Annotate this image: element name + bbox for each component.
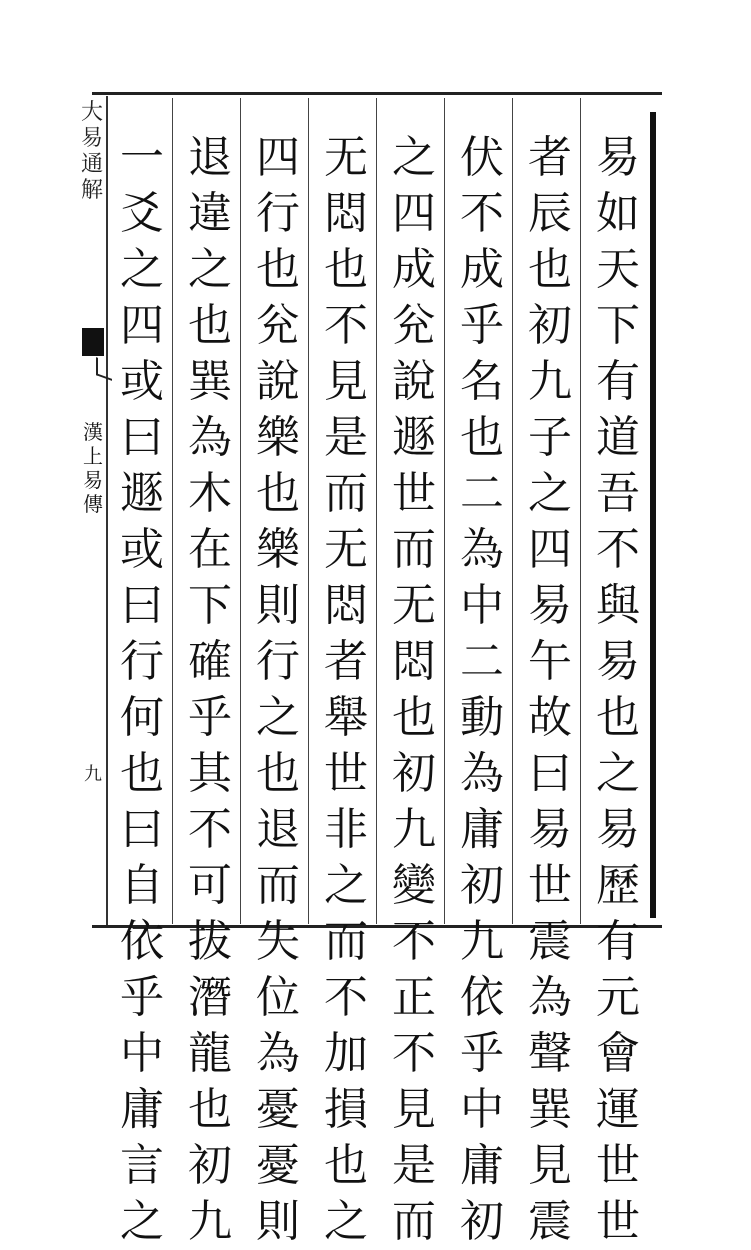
character: 言	[120, 1140, 164, 1191]
column-divider	[580, 98, 581, 924]
right-border	[650, 112, 656, 918]
margin-character: 通	[80, 152, 103, 177]
character: 易	[528, 580, 572, 631]
character: 世	[324, 748, 368, 799]
character: 元	[596, 972, 640, 1023]
character: 曰	[120, 580, 164, 631]
character: 之	[324, 860, 368, 911]
margin-character: 易	[80, 126, 103, 151]
character: 有	[596, 916, 640, 967]
character: 是	[392, 1140, 436, 1191]
character: 庸	[120, 1084, 164, 1135]
character: 曰	[120, 412, 164, 463]
character: 依	[460, 972, 504, 1023]
fish-tail-mark	[82, 328, 104, 356]
character: 而	[256, 860, 300, 911]
margin-character: 上	[83, 444, 103, 468]
character: 午	[528, 636, 572, 687]
character: 見	[324, 356, 368, 407]
character: 而	[324, 468, 368, 519]
character: 見	[528, 1140, 572, 1191]
character: 一	[120, 132, 164, 183]
character: 為	[256, 1028, 300, 1079]
character: 在	[188, 524, 232, 575]
character: 歷	[596, 860, 640, 911]
character: 正	[392, 972, 436, 1023]
margin-character: 易	[83, 468, 103, 492]
character: 不	[324, 300, 368, 351]
character: 也	[324, 244, 368, 295]
character: 可	[188, 860, 232, 911]
character: 為	[528, 972, 572, 1023]
character: 九	[392, 804, 436, 855]
character: 者	[324, 636, 368, 687]
character: 之	[392, 132, 436, 183]
character: 初	[460, 860, 504, 911]
character: 下	[596, 300, 640, 351]
column-divider	[512, 98, 513, 924]
character: 也	[528, 244, 572, 295]
character: 之	[120, 244, 164, 295]
character: 損	[324, 1084, 368, 1135]
character: 乎	[188, 692, 232, 743]
character: 也	[188, 300, 232, 351]
character: 為	[460, 524, 504, 575]
character: 爻	[120, 188, 164, 239]
character: 易	[528, 804, 572, 855]
character: 之	[528, 468, 572, 519]
character: 悶	[324, 188, 368, 239]
character: 乎	[120, 972, 164, 1023]
character: 悶	[392, 636, 436, 687]
character: 變	[392, 860, 436, 911]
character: 而	[324, 916, 368, 967]
character: 何	[120, 692, 164, 743]
top-border	[92, 92, 662, 95]
character: 二	[460, 468, 504, 519]
character: 也	[460, 412, 504, 463]
character: 天	[596, 244, 640, 295]
character: 也	[324, 1140, 368, 1191]
character: 與	[596, 580, 640, 631]
character: 易	[596, 132, 640, 183]
character: 庸	[460, 1140, 504, 1191]
character: 遯	[392, 412, 436, 463]
character: 見	[392, 1084, 436, 1135]
character: 之	[188, 244, 232, 295]
character: 伏	[460, 132, 504, 183]
character: 則	[256, 580, 300, 631]
character: 世	[596, 1140, 640, 1191]
character: 也	[392, 692, 436, 743]
column-divider	[308, 98, 309, 924]
character: 也	[120, 748, 164, 799]
character: 九	[528, 356, 572, 407]
character: 憂	[256, 1084, 300, 1135]
margin-character: 解	[80, 178, 103, 203]
character: 震	[528, 916, 572, 967]
margin-book-name	[80, 420, 106, 516]
column-divider	[376, 98, 377, 924]
character: 也	[256, 748, 300, 799]
character: 初	[528, 300, 572, 351]
character: 九	[188, 1196, 232, 1247]
character: 子	[528, 412, 572, 463]
character: 說	[256, 356, 300, 407]
character: 行	[120, 636, 164, 687]
margin-character: 大	[80, 100, 103, 125]
character: 之	[324, 1196, 368, 1247]
character: 成	[392, 244, 436, 295]
character: 中	[460, 580, 504, 631]
character: 吾	[596, 468, 640, 519]
character: 庸	[460, 804, 504, 855]
character: 憂	[256, 1140, 300, 1191]
character: 九	[460, 916, 504, 967]
character: 无	[324, 524, 368, 575]
character: 曰	[528, 748, 572, 799]
character: 位	[256, 972, 300, 1023]
character: 或	[120, 356, 164, 407]
character: 之	[120, 1196, 164, 1247]
character: 也	[188, 1084, 232, 1135]
character: 兊	[256, 300, 300, 351]
character: 初	[188, 1140, 232, 1191]
character: 易	[596, 804, 640, 855]
character: 潛	[188, 972, 232, 1023]
text-column	[384, 130, 444, 1247]
character: 則	[256, 1196, 300, 1247]
margin-character: 傳	[83, 492, 103, 516]
character: 不	[188, 804, 232, 855]
character: 違	[188, 188, 232, 239]
character: 不	[460, 188, 504, 239]
character: 動	[460, 692, 504, 743]
character: 不	[596, 524, 640, 575]
character: 木	[188, 468, 232, 519]
character: 四	[256, 132, 300, 183]
character: 四	[392, 188, 436, 239]
text-column	[452, 130, 512, 1247]
character: 樂	[256, 412, 300, 463]
character: 二	[460, 636, 504, 687]
character: 退	[256, 804, 300, 855]
text-column	[180, 130, 240, 1247]
character: 之	[596, 748, 640, 799]
character: 初	[392, 748, 436, 799]
character: 失	[256, 916, 300, 967]
character: 道	[596, 412, 640, 463]
column-divider	[172, 98, 173, 924]
character: 而	[392, 524, 436, 575]
left-border	[106, 96, 108, 925]
character: 兊	[392, 300, 436, 351]
character: 非	[324, 804, 368, 855]
character: 世	[528, 860, 572, 911]
character: 說	[392, 356, 436, 407]
character: 聲	[528, 1028, 572, 1079]
text-column	[112, 130, 172, 1247]
character: 加	[324, 1028, 368, 1079]
character: 世	[392, 468, 436, 519]
character: 无	[392, 580, 436, 631]
character: 有	[596, 356, 640, 407]
character: 名	[460, 356, 504, 407]
character: 成	[460, 244, 504, 295]
character: 中	[460, 1084, 504, 1135]
text-column	[588, 130, 648, 1247]
character: 樂	[256, 524, 300, 575]
character: 如	[596, 188, 640, 239]
character: 也	[256, 244, 300, 295]
character: 乎	[460, 300, 504, 351]
character: 運	[596, 1084, 640, 1135]
character: 悶	[324, 580, 368, 631]
character: 中	[120, 1028, 164, 1079]
character: 之	[256, 692, 300, 743]
character: 龍	[188, 1028, 232, 1079]
character: 易	[596, 636, 640, 687]
character: 為	[188, 412, 232, 463]
character: 確	[188, 636, 232, 687]
character: 或	[120, 524, 164, 575]
character: 乎	[460, 1028, 504, 1079]
text-column	[248, 130, 308, 1247]
margin-title	[78, 100, 106, 204]
character: 不	[392, 1028, 436, 1079]
character: 曰	[120, 804, 164, 855]
character: 不	[324, 972, 368, 1023]
text-column	[316, 130, 376, 1247]
character: 辰	[528, 188, 572, 239]
character: 四	[528, 524, 572, 575]
column-divider	[444, 98, 445, 924]
character: 為	[460, 748, 504, 799]
character: 行	[256, 188, 300, 239]
character: 下	[188, 580, 232, 631]
character: 拔	[188, 916, 232, 967]
text-column	[520, 130, 580, 1247]
margin-page-number: 九	[84, 764, 102, 785]
character: 依	[120, 916, 164, 967]
character: 震	[528, 1196, 572, 1247]
character: 遯	[120, 468, 164, 519]
character: 巽	[188, 356, 232, 407]
character: 巽	[528, 1084, 572, 1135]
character: 舉	[324, 692, 368, 743]
column-divider	[240, 98, 241, 924]
character: 也	[596, 692, 640, 743]
character: 初	[460, 1196, 504, 1247]
character: 是	[324, 412, 368, 463]
character: 无	[324, 132, 368, 183]
character: 故	[528, 692, 572, 743]
character: 而	[392, 1196, 436, 1247]
character: 也	[256, 468, 300, 519]
character: 世	[596, 1196, 640, 1247]
character: 退	[188, 132, 232, 183]
margin-character: 漢	[83, 420, 103, 444]
character: 會	[596, 1028, 640, 1079]
character: 其	[188, 748, 232, 799]
character: 不	[392, 916, 436, 967]
character: 行	[256, 636, 300, 687]
character: 者	[528, 132, 572, 183]
character: 自	[120, 860, 164, 911]
character: 四	[120, 300, 164, 351]
